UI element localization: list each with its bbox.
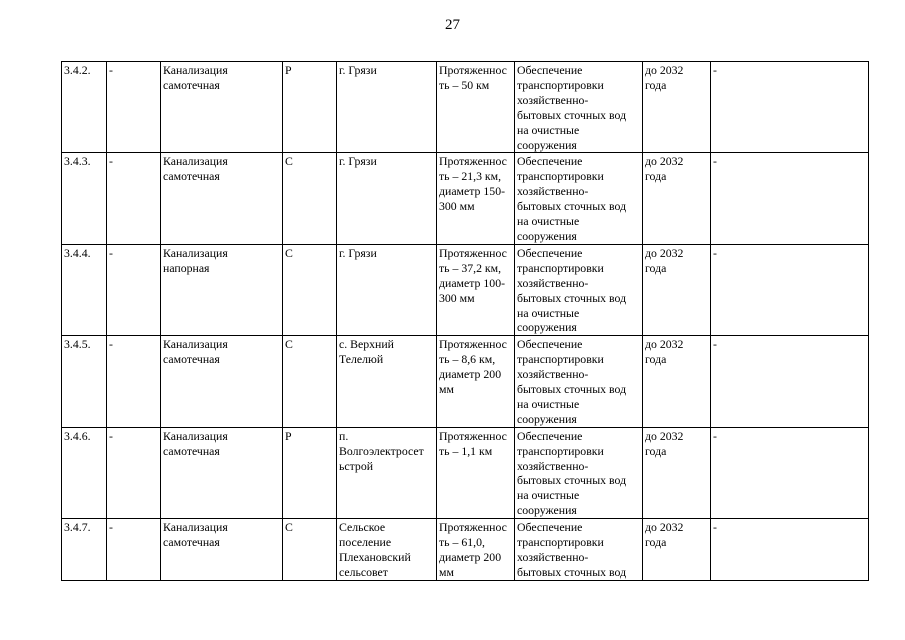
object-name-cell: Канализация напорная — [161, 244, 283, 335]
object-status-cell: Р — [283, 427, 337, 518]
object-note-cell: - — [711, 244, 869, 335]
implementation-term-cell: до 2032 года — [643, 519, 711, 581]
object-code-cell: - — [107, 62, 161, 153]
table-row — [62, 62, 869, 153]
object-code-cell: - — [107, 244, 161, 335]
object-status-cell: С — [283, 153, 337, 244]
row-number-cell: 3.4.3. — [62, 153, 107, 244]
object-code-cell: - — [107, 427, 161, 518]
object-parameters-cell: Протяженнос ть – 50 км — [437, 62, 515, 153]
table-body — [62, 62, 869, 581]
table-row — [62, 153, 869, 244]
object-name-cell: Канализация самотечная — [161, 519, 283, 581]
object-purpose-cell: Обеспечение транспортировки хозяйственно- бытовых сточных вод на очистные сооружения — [515, 244, 643, 335]
row-number-cell: 3.4.2. — [62, 62, 107, 153]
row-number-cell: 3.4.7. — [62, 519, 107, 581]
object-purpose-cell: Обеспечение транспортировки хозяйственно- бытовых сточных вод на очистные сооружения — [515, 336, 643, 427]
object-parameters-cell: Протяженнос ть – 8,6 км, диаметр 200 мм — [437, 336, 515, 427]
implementation-term-cell: до 2032 года — [643, 244, 711, 335]
object-purpose-cell: Обеспечение транспортировки хозяйственно- бытовых сточных вод на очистные сооружения — [515, 153, 643, 244]
object-status-cell: С — [283, 244, 337, 335]
object-parameters-cell: Протяженнос ть – 1,1 км — [437, 427, 515, 518]
object-purpose-cell: Обеспечение транспортировки хозяйственно- бытовых сточных вод на очистные сооружения — [515, 62, 643, 153]
object-note-cell: - — [711, 336, 869, 427]
object-name-cell: Канализация самотечная — [161, 153, 283, 244]
object-location-cell: г. Грязи — [337, 62, 437, 153]
object-parameters-cell: Протяженнос ть – 37,2 км, диаметр 100- 300 мм — [437, 244, 515, 335]
page-number: 27 — [445, 17, 460, 33]
object-code-cell: - — [107, 519, 161, 581]
object-status-cell: С — [283, 336, 337, 427]
object-parameters-cell: Протяженнос ть – 61,0, диаметр 200 мм — [437, 519, 515, 581]
implementation-term-cell: до 2032 года — [643, 153, 711, 244]
object-location-cell: г. Грязи — [337, 153, 437, 244]
implementation-term-cell: до 2032 года — [643, 427, 711, 518]
table-row — [62, 427, 869, 518]
object-location-cell: п. Волгоэлектросет ьстрой — [337, 427, 437, 518]
object-location-cell: Сельское поселение Плехановский сельсовет — [337, 519, 437, 581]
infrastructure-table — [61, 61, 869, 581]
object-location-cell: с. Верхний Телелюй — [337, 336, 437, 427]
object-name-cell: Канализация самотечная — [161, 62, 283, 153]
row-number-cell: 3.4.5. — [62, 336, 107, 427]
table-row — [62, 244, 869, 335]
object-location-cell: г. Грязи — [337, 244, 437, 335]
object-purpose-cell: Обеспечение транспортировки хозяйственно- бытовых сточных вод — [515, 519, 643, 581]
object-note-cell: - — [711, 519, 869, 581]
object-note-cell: - — [711, 153, 869, 244]
row-number-cell: 3.4.6. — [62, 427, 107, 518]
implementation-term-cell: до 2032 года — [643, 336, 711, 427]
table-row — [62, 336, 869, 427]
object-name-cell: Канализация самотечная — [161, 427, 283, 518]
object-name-cell: Канализация самотечная — [161, 336, 283, 427]
object-purpose-cell: Обеспечение транспортировки хозяйственно- бытовых сточных вод на очистные сооружения — [515, 427, 643, 518]
implementation-term-cell: до 2032 года — [643, 62, 711, 153]
object-code-cell: - — [107, 153, 161, 244]
object-parameters-cell: Протяженнос ть – 21,3 км, диаметр 150- 300 мм — [437, 153, 515, 244]
row-number-cell: 3.4.4. — [62, 244, 107, 335]
table-row — [62, 519, 869, 581]
object-note-cell: - — [711, 62, 869, 153]
object-status-cell: С — [283, 519, 337, 581]
object-status-cell: Р — [283, 62, 337, 153]
object-note-cell: - — [711, 427, 869, 518]
object-code-cell: - — [107, 336, 161, 427]
